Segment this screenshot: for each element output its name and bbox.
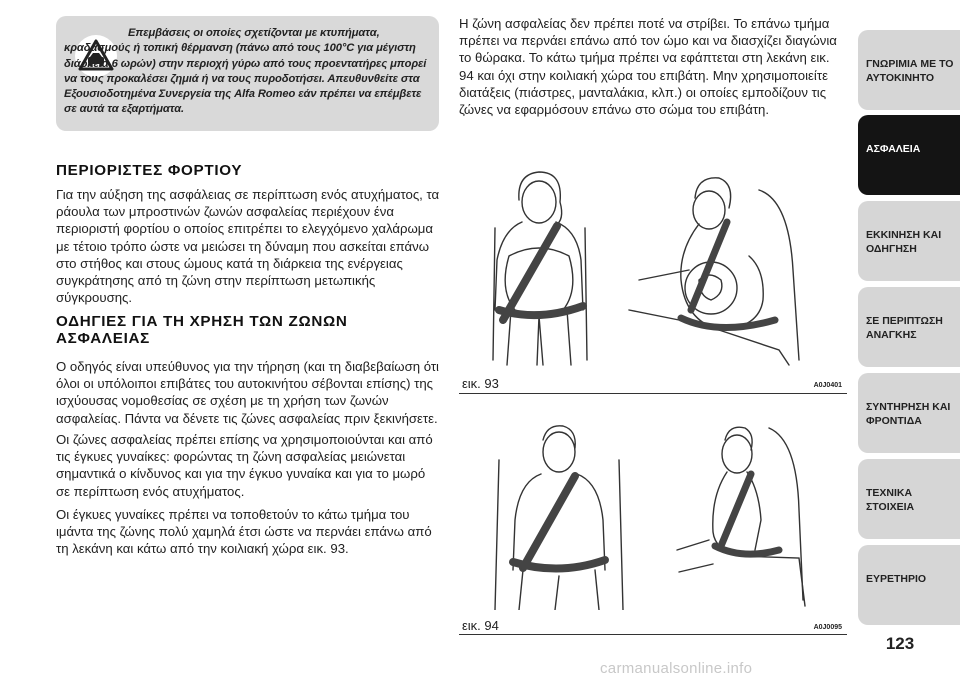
page-number: 123 bbox=[885, 634, 915, 653]
watermark: carmanualsonline.info bbox=[600, 660, 753, 677]
seated-passenger-seatbelt-illustration bbox=[459, 400, 847, 610]
tab-safety[interactable] bbox=[858, 115, 960, 195]
load-limiter-heading: ΠΕΡΙΟΡΙΣΤΕΣ ΦΟΡΤΙΟΥ bbox=[56, 162, 243, 179]
tab-emergency[interactable] bbox=[858, 287, 960, 367]
tab-label: ΣΕ ΠΕΡΙΠΤΩΣΗ ΑΝΑΓΚΗΣ bbox=[866, 315, 943, 341]
load-limiter-paragraph: Για την αύξηση της ασφάλειας σε περίπτωση ενός ατυχήματος, τα ράουλα των μπροστινών ζωνών ασφαλείας περιέχουν ένα περιοριστή φορτίου ο οποίος επιτρέπει το ελεγχόμενο χαλάρωμα με τέτοιο τρόπο ώστε να μειώσει τη δύναμη που ασκείται επάνω στο στήθος και στους ώμους κατά τη διάρκεια της ενέργειας συγκράτησης από τη ζώνη στην περίπτωση μετωπικής σύγκρουσης. bbox=[56, 187, 440, 306]
tab-technical-data[interactable] bbox=[858, 459, 960, 539]
tab-label: ΕΥΡΕΤΗΡΙΟ bbox=[866, 573, 927, 585]
tab-label: ΣΥΝΤΗΡΗΣΗ ΚΑΙ ΦΡΟΝΤΙΔΑ bbox=[866, 401, 951, 427]
seatbelt-instructions-heading: ΟΔΗΓΙΕΣ ΓΙΑ ΤΗ ΧΡΗΣΗ ΤΩΝ ΖΩΝΩΝ ΑΣΦΑΛΕΙΑΣ bbox=[56, 313, 348, 347]
tab-label: ΓΝΩΡΙΜΙΑ ΜΕ ΤΟ ΑΥΤΟΚΙΝΗΤΟ bbox=[866, 58, 954, 84]
figure-93-code: A0J0401 bbox=[813, 382, 842, 389]
tab-starting-and-driving[interactable] bbox=[858, 201, 960, 281]
belt-position-paragraph: Οι έγκυες γυναίκες πρέπει να τοποθετούν το κάτω τμήμα του ιμάντα της ζώνης πολύ χαμηλά έτσι ώστε να περνάει επάνω από τη λεκάνη και κάτω από την κοιλιακή χώρα εικ. 93. bbox=[56, 507, 432, 557]
pregnant-women-paragraph: Οι ζώνες ασφαλείας πρέπει επίσης να χρησιμοποιούνται και από τις έγκυες γυναίκες: φορώντας τη ζώνη ασφαλείας μειώνεται σημαντικά ο κίνδυνος και για την έγκυο γυναίκα και για το μωρό σε περίπτωση ενός ατυχήματος. bbox=[56, 432, 433, 499]
figure-93 bbox=[459, 160, 847, 394]
warning-box bbox=[56, 16, 439, 131]
tab-getting-to-know-car[interactable] bbox=[858, 30, 960, 110]
figure-94-label: εικ. 94 bbox=[462, 618, 499, 633]
figure-94-code: A0J0095 bbox=[813, 624, 842, 631]
tab-label: ΑΣΦΑΛΕΙΑ bbox=[866, 143, 921, 155]
warning-text: Επεμβάσεις οι οποίες σχετίζονται με κτυπήματα, κραδασμούς ή τοπική θέρμανση (πάνω από τους 100°C για μέγιστη διάρκεια 6 ωρών) στην περιοχή γύρω από τους προεντατήρες μπορεί να τους προκαλέσει ζημιά ή να τους πυροδοτήσει. Απευθυνθείτε στα Εξουσιοδοτημένα Συνεργεία της Alfa Romeo εάν πρέπει να επέμβετε σε αυτά τα εξαρτήματα. bbox=[64, 27, 427, 116]
tab-maintenance[interactable] bbox=[858, 373, 960, 453]
tab-label: ΕΚΚΙΝΗΣΗ ΚΑΙ ΟΔΗΓΗΣΗ bbox=[866, 229, 942, 255]
tab-index[interactable] bbox=[858, 545, 960, 625]
tab-label: ΤΕΧΝΙΚΑ ΣΤΟΙΧΕΙΑ bbox=[866, 487, 915, 513]
driver-responsibility-paragraph: Ο οδηγός είναι υπεύθυνος για την τήρηση (και τη διαβεβαίωση ότι όλοι οι υπόλοιποι επιβάτες του αυτοκινήτου σέβονται επίσης) της ισχύουσας νομοθεσίας σε σχέση με τη χρήση των ζωνών ασφαλείας. Πάντα να δένετε τις ζώνες ασφαλείας πριν ξεκινήσετε. bbox=[56, 359, 439, 426]
belt-twist-paragraph: Η ζώνη ασφαλείας δεν πρέπει ποτέ να στρίβει. Το επάνω τμήμα πρέπει να περνάει επάνω από τον ώμο και να διασχίζει διαγώνια το θώρακα. Το κάτω τμήμα πρέπει να εφάπτεται στη λεκάνη εικ. 94 και όχι στην κοιλιακή χώρα του επιβάτη. Μην χρησιμοποιείτε διατάξεις (πιάστρες, μανταλάκια, κλπ.) οι οποίες εμποδίζουν τις ζώνες να εφαρμόσουν επάνω στο σώμα του επιβάτη. bbox=[459, 16, 837, 118]
figure-93-label: εικ. 93 bbox=[462, 376, 499, 391]
figure-94 bbox=[459, 400, 847, 635]
pregnant-woman-seatbelt-illustration bbox=[459, 160, 847, 370]
